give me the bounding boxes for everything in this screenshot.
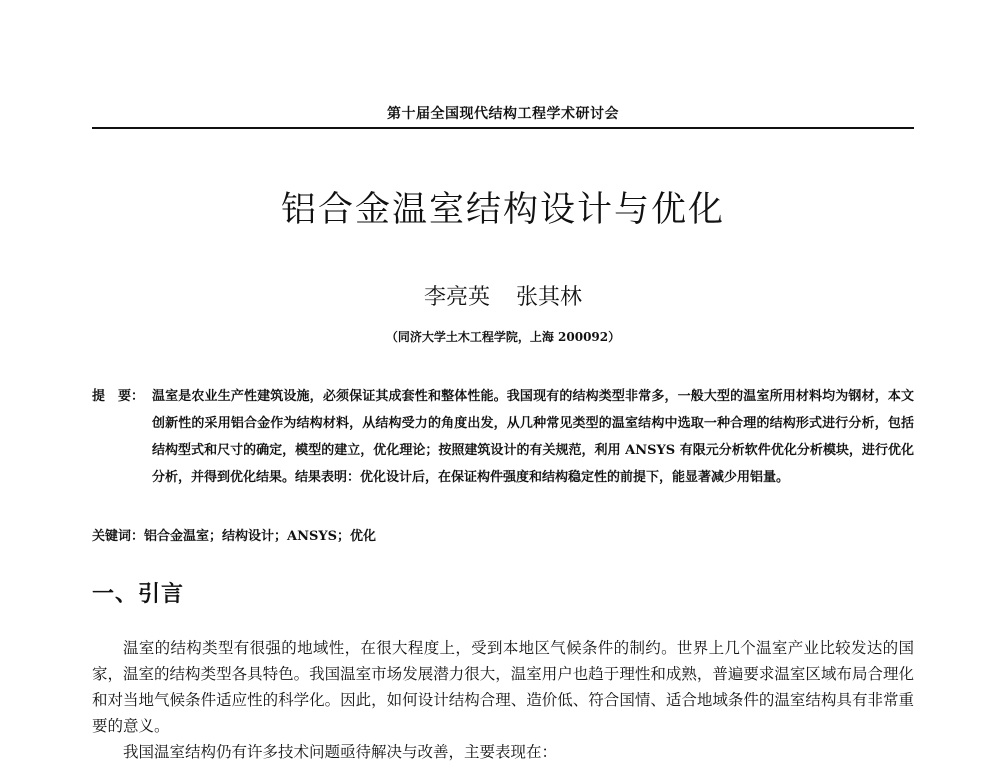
author-1: 李亮英: [423, 285, 490, 310]
authors: [92, 280, 914, 311]
paragraph: 我国温室结构仍有许多技术问题亟待解决与改善，主要表现在：: [123, 743, 558, 761]
running-header: 第十届全国现代结构工程学术研讨会: [387, 106, 619, 122]
keywords-label: 关键词：: [92, 529, 145, 544]
keywords-text: 铝合金温室；结构设计；ANSYS；优化: [144, 529, 377, 544]
header-rule: [92, 127, 914, 129]
paper-title: 铝合金温室结构设计与优化: [280, 190, 725, 230]
abstract-label: 提 要：: [92, 389, 145, 404]
section-heading-introduction: 一、引言: [92, 582, 185, 607]
introduction-body: [92, 635, 914, 765]
abstract: [92, 383, 914, 491]
affiliation: （同济大学土木工程学院，上海 200092）: [385, 330, 621, 344]
keywords: [92, 523, 914, 550]
author-2: 张其林: [516, 285, 583, 310]
paragraph: 温室的结构类型有很强的地域性，在很大程度上，受到本地区气候条件的制约。世界上几个温室产业比较发达的国家，温室的结构类型各具特色。我国温室市场发展潜力很大，温室用户也趋于理性和成熟，普遍要求温室区域布局合理化和对当地气候条件适应性的科学化。因此，如何设计结构合理、造价低、符合国情、适合地域条件的温室结构具有非常重要的意义。: [92, 639, 914, 735]
abstract-text: 温室是农业生产性建筑设施，必须保证其成套性和整体性能。我国现有的结构类型非常多，一般大型的温室所用材料均为钢材，本文创新性的采用铝合金作为结构材料，从结构受力的角度出发，从几种常见类型的温室结构中选取一种合理的结构形式进行分析，包括结构型式和尺寸的确定，模型的建立，优化理论；按照建筑设计的有关规范，利用 ANSYS 有限元分析软件优化分析模块，进行优化分析，并得到优化结果。结果表明：优化设计后，在保证构件强度和结构稳定性的前提下，能显著减少用铝量。: [152, 389, 914, 485]
